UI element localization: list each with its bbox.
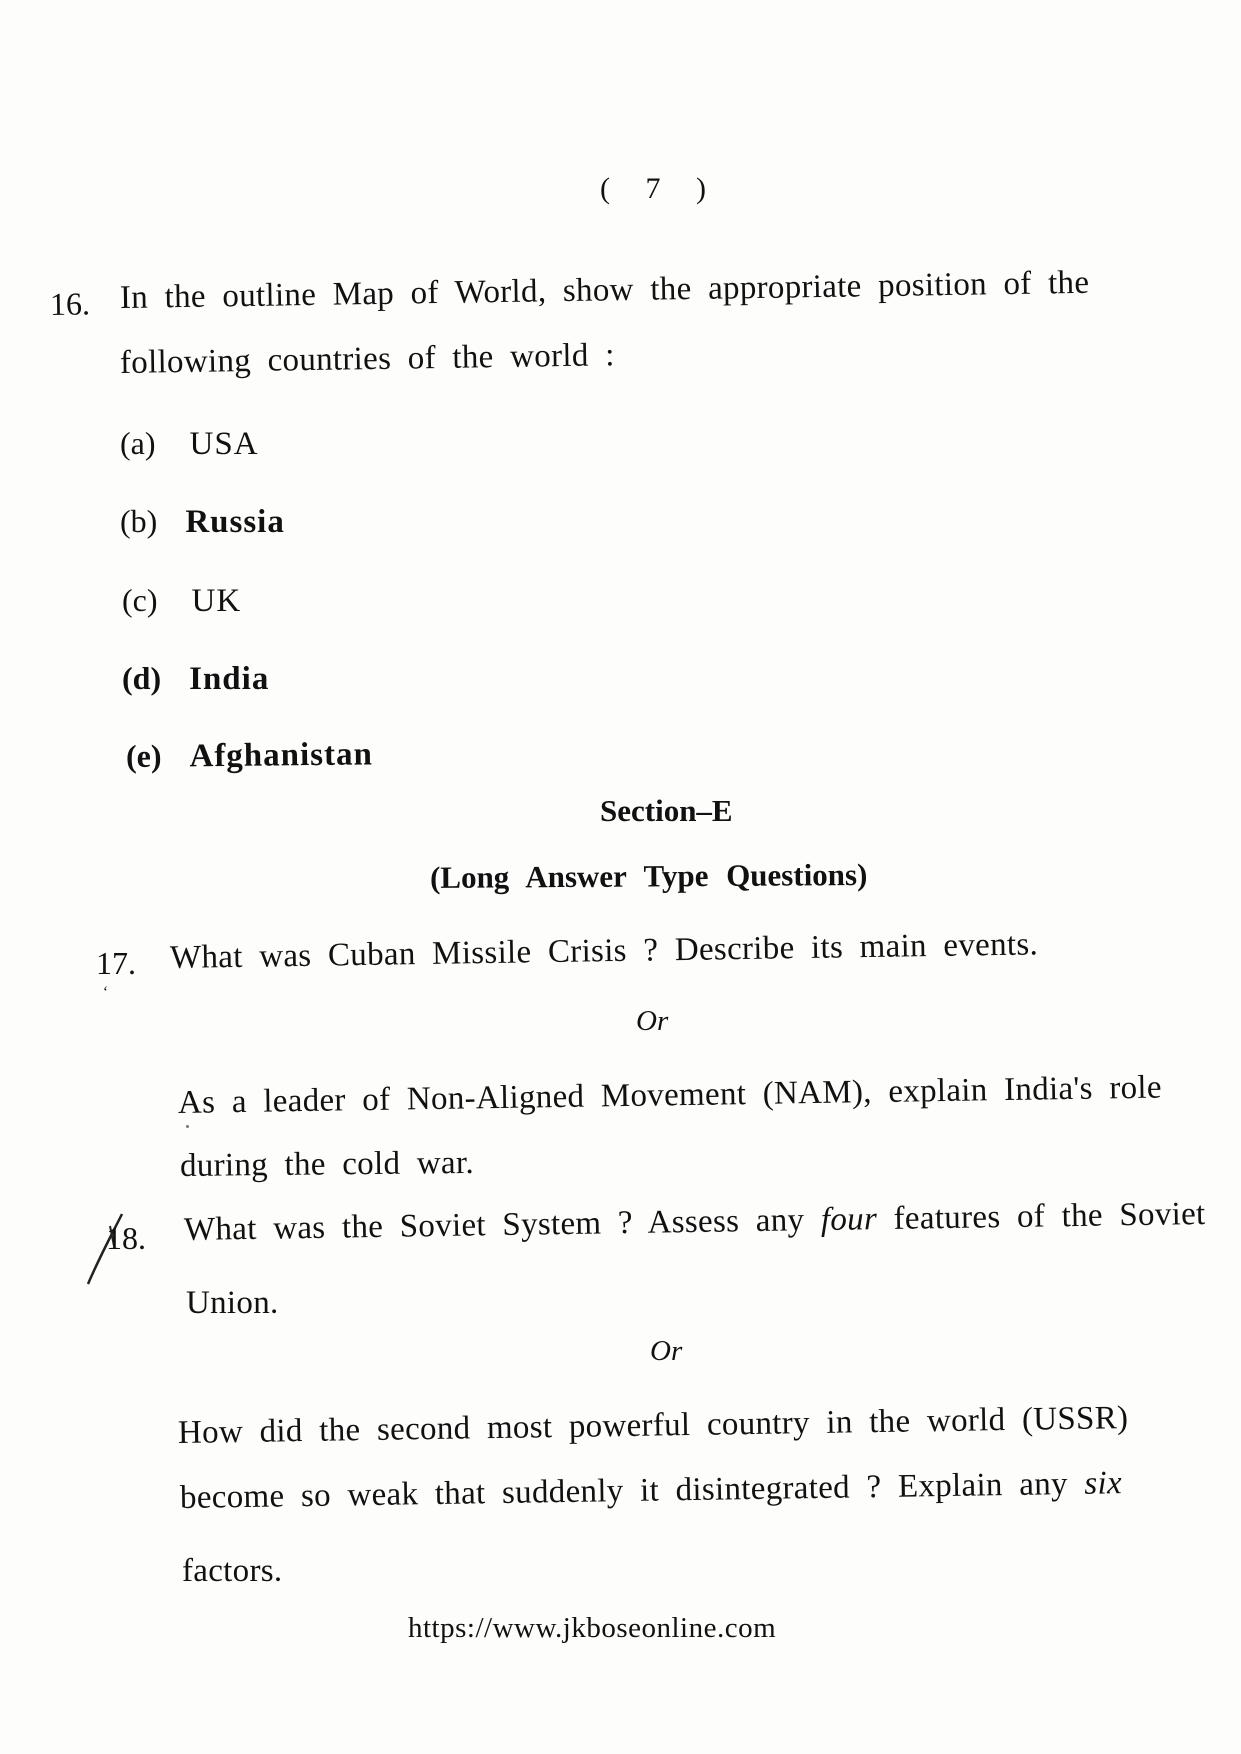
question-18-alt-emphasis: six — [1084, 1465, 1123, 1502]
question-17-alt-line-2: during the cold war. — [179, 1144, 475, 1184]
option-text: Afghanistan — [189, 736, 374, 775]
or-separator-18: Or — [650, 1335, 683, 1367]
question-18-line-1-pre: What was the Soviet System ? Assess any — [183, 1201, 822, 1248]
section-subtitle: (Long Answer Type Questions) — [429, 856, 868, 895]
option-d — [122, 660, 269, 698]
question-17-alt-line-1: As a leader of Non-Aligned Movement (NAM), explain India's role — [177, 1069, 1163, 1121]
question-18-number: 18. — [106, 1220, 146, 1256]
question-17-number: 17. — [96, 945, 136, 981]
question-18-alt-line-2 — [180, 1465, 1122, 1517]
question-16-line-1: In the outline Map of World, show the appropriate position of the — [119, 264, 1090, 316]
question-18-emphasis: four — [820, 1201, 878, 1238]
question-17-line-1: What was Cuban Missile Crisis ? Describe its main events. — [169, 926, 1039, 976]
option-label: (b) — [120, 503, 158, 539]
option-label: (c) — [122, 582, 158, 618]
option-text: USA — [189, 426, 259, 462]
question-18-alt-line-1: How did the second most powerful country in the world (USSR) — [177, 1400, 1129, 1451]
option-label: (d) — [122, 660, 162, 696]
option-a — [120, 425, 259, 463]
question-18-line-1 — [184, 1196, 1206, 1249]
question-18-alt-line-2-pre: become so weak that suddenly it disintegrated ? Explain any — [179, 1465, 1085, 1516]
option-text: India — [189, 661, 270, 697]
ink-dot — [186, 1125, 189, 1128]
or-separator-17: Or — [636, 1005, 669, 1037]
page-number: ( 7 ) — [600, 172, 720, 205]
question-18-line-1-post: features of the Soviet — [876, 1195, 1206, 1238]
option-e — [126, 735, 373, 776]
question-16-number: 16. — [49, 285, 91, 322]
option-label: (a) — [120, 425, 156, 461]
pen-tick-mark: ʻ — [102, 984, 108, 1001]
question-18-line-2: Union. — [186, 1285, 279, 1321]
question-16-line-2: following countries of the world : — [119, 337, 615, 381]
section-title: Section–E — [600, 793, 733, 828]
option-label: (e) — [125, 737, 162, 774]
option-text: Russia — [185, 504, 285, 540]
question-18-alt-line-3: factors. — [182, 1553, 283, 1589]
option-c — [122, 582, 241, 620]
option-b — [120, 503, 285, 541]
footer-url[interactable]: https://www.jkboseonline.com — [408, 1612, 777, 1644]
option-text: UK — [191, 583, 242, 619]
